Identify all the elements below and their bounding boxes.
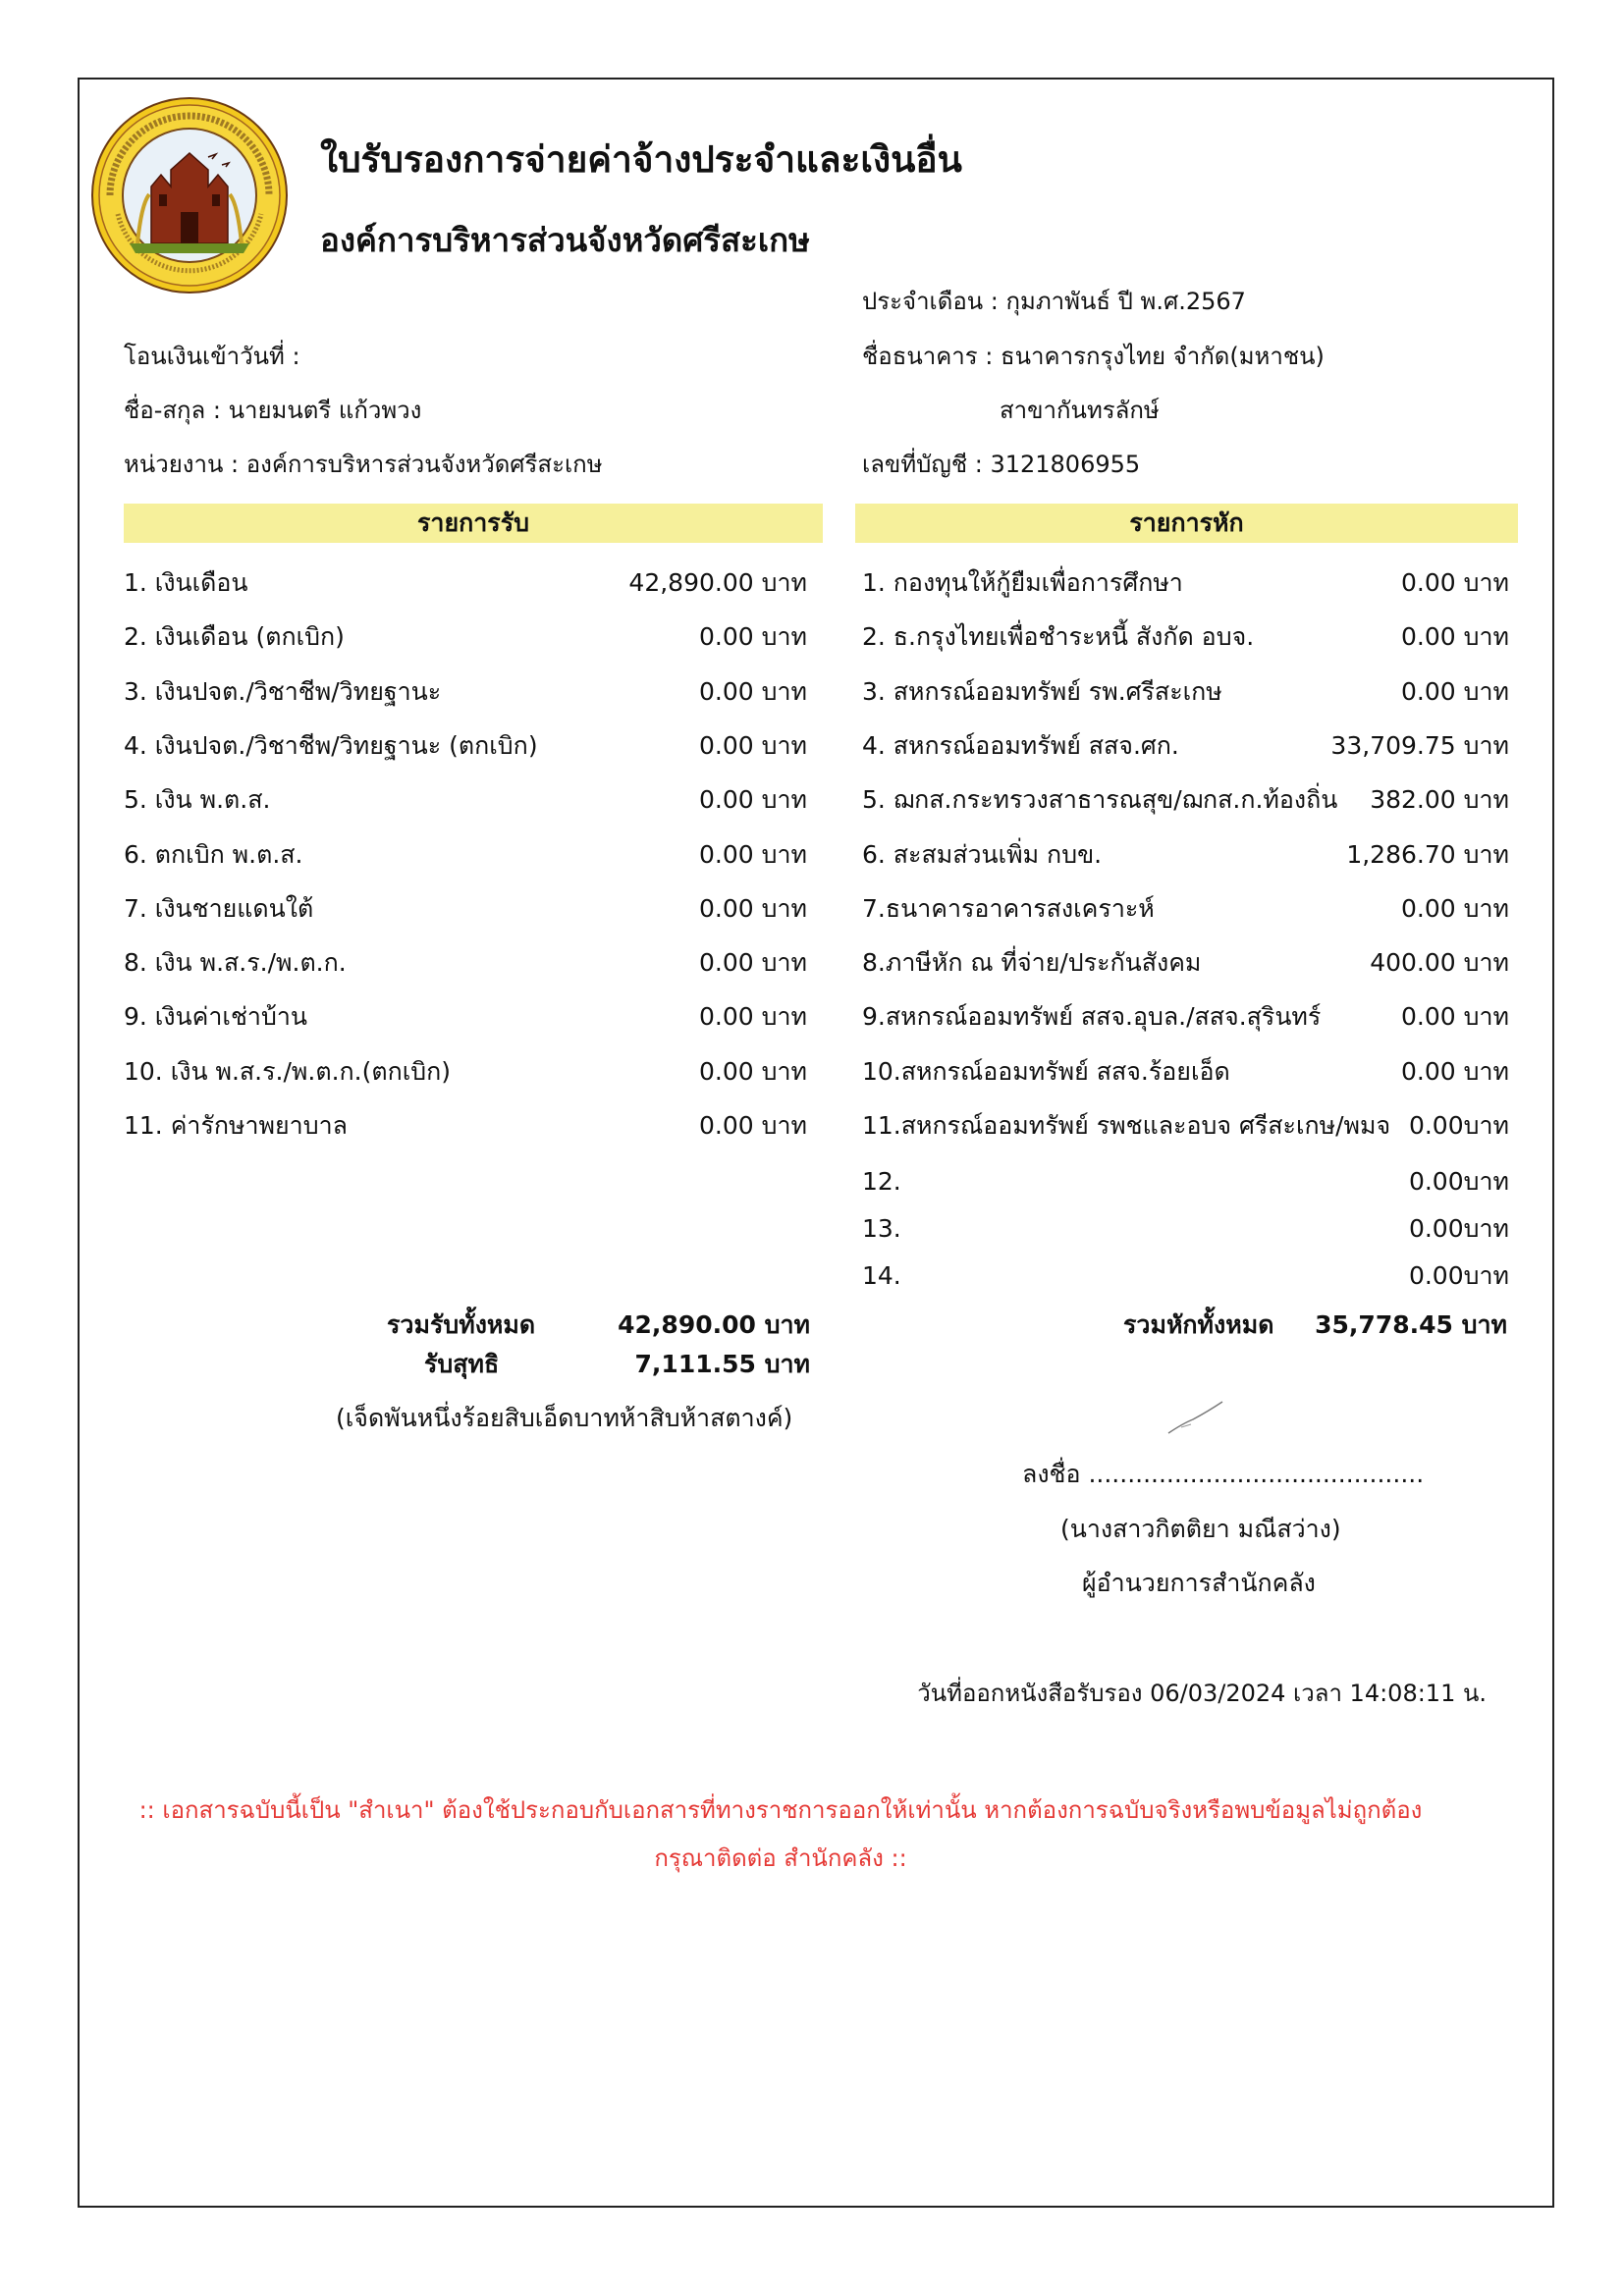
income-item-label: 9. เงินค่าเช่าบ้าน [124,1002,307,1032]
deduction-item-row [862,837,1509,873]
deduction-extra-amount: 0.00บาท [1408,1261,1509,1290]
income-item-label: 10. เงิน พ.ส.ร./พ.ต.ก.(ตกเบิก) [124,1056,452,1086]
deduction-item-label: 11.สหกรณ์ออมทรัพย์ รพชและอบจ ศรีสะเกษ/พมจ [862,1111,1391,1140]
deduction-item-amount: 382.00 บาท [1370,785,1509,815]
organization-name: องค์การบริหารส่วนจังหวัดศรีสะเกษ [320,221,810,259]
income-item-amount: 0.00 บาท [699,676,807,706]
income-item-row [124,619,807,655]
income-item-row [124,565,807,601]
signatory-position: ผู้อำนวยการสำนักคลัง [1082,1569,1316,1597]
net-income-amount: 7,111.55 บาท [634,1350,810,1378]
copy-notice-line2: กรุณาติดต่อ สำนักคลัง :: [654,1844,907,1872]
income-item-amount: 0.00 บาท [699,1111,807,1140]
income-item-label: 8. เงิน พ.ส.ร./พ.ต.ก. [124,948,347,978]
signature-mark [1164,1394,1232,1438]
issue-datetime: วันที่ออกหนังสือรับรอง 06/03/2024 เวลา 14:08:11 น. [917,1680,1487,1707]
document-title: ใบรับรองการจ่ายค่าจ้างประจำและเงินอื่น [320,138,962,181]
deduction-item-row [862,891,1509,927]
income-item-amount: 0.00 บาท [699,839,807,869]
income-item-row [124,674,807,710]
deduction-item-row [862,945,1509,981]
deduction-item-amount: 400.00 บาท [1370,948,1509,978]
pay-month: ประจำเดือน : กุมภาพันธ์ ปี พ.ศ.2567 [862,288,1246,315]
deduction-item-row [862,1108,1509,1144]
signatory-name: (นางสาวกิตติยา มณีสว่าง) [1060,1515,1341,1543]
income-item-row [124,782,807,818]
income-item-row [124,837,807,873]
signature-line: ลงชื่อ ........................................... [1022,1460,1425,1488]
deduction-item-row [862,619,1509,655]
deduction-extra-label: 14. [862,1261,901,1290]
income-item-amount: 0.00 บาท [699,785,807,815]
income-item-row [124,1054,807,1090]
deduction-item-amount: 0.00 บาท [1401,1002,1509,1032]
deduction-item-label: 6. สะสมส่วนเพิ่ม กบข. [862,839,1103,869]
income-item-label: 6. ตกเบิก พ.ต.ส. [124,839,303,869]
bank-name: ชื่อธนาคาร : ธนาคารกรุงไทย จำกัด(มหาชน) [862,343,1325,370]
deduction-extra-row [862,1164,1509,1200]
income-item-label: 3. เงินปจต./วิชาชีพ/วิทยฐานะ [124,676,442,706]
deductions-header: รายการหัก [855,504,1518,543]
deduction-extra-label: 12. [862,1167,901,1196]
income-item-row [124,999,807,1035]
work-unit: หน่วยงาน : องค์การบริหารส่วนจังหวัดศรีสะเกษ [124,451,603,478]
income-item-amount: 0.00 บาท [699,948,807,978]
deduction-item-row [862,1054,1509,1090]
deduction-extra-row [862,1211,1509,1247]
net-income-words: (เจ็ดพันหนึ่งร้อยสิบเอ็ดบาทห้าสิบห้าสตางค์) [336,1404,793,1432]
income-item-amount: 0.00 บาท [699,893,807,923]
income-item-amount: 0.00 บาท [699,622,807,652]
deduction-item-label: 8.ภาษีหัก ณ ที่จ่าย/ประกันสังคม [862,948,1202,978]
income-item-amount: 0.00 บาท [699,1056,807,1086]
employee-name: ชื่อ-สกุล : นายมนตรี แก้วพวง [124,397,422,424]
income-item-row [124,1108,807,1144]
bank-branch: สาขากันทรลักษ์ [1000,397,1160,424]
deduction-item-amount: 0.00 บาท [1401,622,1509,652]
deduction-item-label: 10.สหกรณ์ออมทรัพย์ สสจ.ร้อยเอ็ด [862,1056,1230,1086]
copy-notice-line1: :: เอกสารฉบับนี้เป็น "สำเนา" ต้องใช้ประกอบกับเอกสารที่ทางราชการออกให้เท่านั้น หากต้องการฉบับจริงหรือพบข้อมูลไม่ถูกต้อง [138,1796,1423,1824]
deduction-item-label: 9.สหกรณ์ออมทรัพย์ สสจ.อุบล./สสจ.สุรินทร์ [862,1002,1322,1032]
account-number: เลขที่บัญชี : 3121806955 [862,451,1141,478]
net-income-label: รับสุทธิ [424,1350,500,1378]
deduction-total-label: รวมหักทั้งหมด [1123,1310,1274,1339]
deduction-extra-row [862,1258,1509,1294]
income-item-row [124,728,807,764]
organization-seal [90,96,289,294]
deduction-item-label: 4. สหกรณ์ออมทรัพย์ สสจ.ศก. [862,730,1179,760]
income-item-amount: 0.00 บาท [699,730,807,760]
deduction-item-row [862,728,1509,764]
deduction-item-row [862,565,1509,601]
deduction-item-row [862,999,1509,1035]
income-total-label: รวมรับทั้งหมด [387,1310,536,1339]
deduction-extra-amount: 0.00บาท [1408,1214,1509,1243]
deduction-extra-amount: 0.00บาท [1408,1167,1509,1196]
income-total-amount: 42,890.00 บาท [618,1310,810,1339]
income-item-label: 5. เงิน พ.ต.ส. [124,785,271,815]
deduction-item-amount: 0.00บาท [1408,1111,1509,1140]
deduction-total-amount: 35,778.45 บาท [1315,1310,1507,1339]
deduction-item-row [862,782,1509,818]
income-item-label: 4. เงินปจต./วิชาชีพ/วิทยฐานะ (ตกเบิก) [124,730,538,760]
income-item-label: 2. เงินเดือน (ตกเบิก) [124,622,345,652]
deduction-item-label: 2. ธ.กรุงไทยเพื่อชำระหนี้ สังกัด อบจ. [862,622,1255,652]
deduction-item-label: 1. กองทุนให้กู้ยืมเพื่อการศึกษา [862,568,1183,597]
income-item-amount: 0.00 บาท [699,1002,807,1032]
income-item-amount: 42,890.00 บาท [628,568,807,597]
deduction-item-amount: 0.00 บาท [1401,1056,1509,1086]
income-item-label: 7. เงินชายแดนใต้ [124,893,314,923]
deduction-item-row [862,674,1509,710]
deduction-item-amount: 1,286.70 บาท [1346,839,1509,869]
income-item-row [124,945,807,981]
deduction-item-amount: 0.00 บาท [1401,568,1509,597]
deduction-item-amount: 0.00 บาท [1401,676,1509,706]
deduction-item-label: 3. สหกรณ์ออมทรัพย์ รพ.ศรีสะเกษ [862,676,1222,706]
income-item-label: 11. ค่ารักษาพยาบาล [124,1111,348,1140]
deduction-item-label: 7.ธนาคารอาคารสงเคราะห์ [862,893,1155,923]
income-item-row [124,891,807,927]
income-header: รายการรับ [124,504,823,543]
transfer-date: โอนเงินเข้าวันที่ : [124,343,300,370]
deduction-item-label: 5. ฌกส.กระทรวงสาธารณสุข/ฌกส.ก.ท้องถิ่น [862,785,1338,815]
deduction-item-amount: 0.00 บาท [1401,893,1509,923]
deduction-item-amount: 33,709.75 บาท [1330,730,1509,760]
income-item-label: 1. เงินเดือน [124,568,248,597]
deduction-extra-label: 13. [862,1214,901,1243]
